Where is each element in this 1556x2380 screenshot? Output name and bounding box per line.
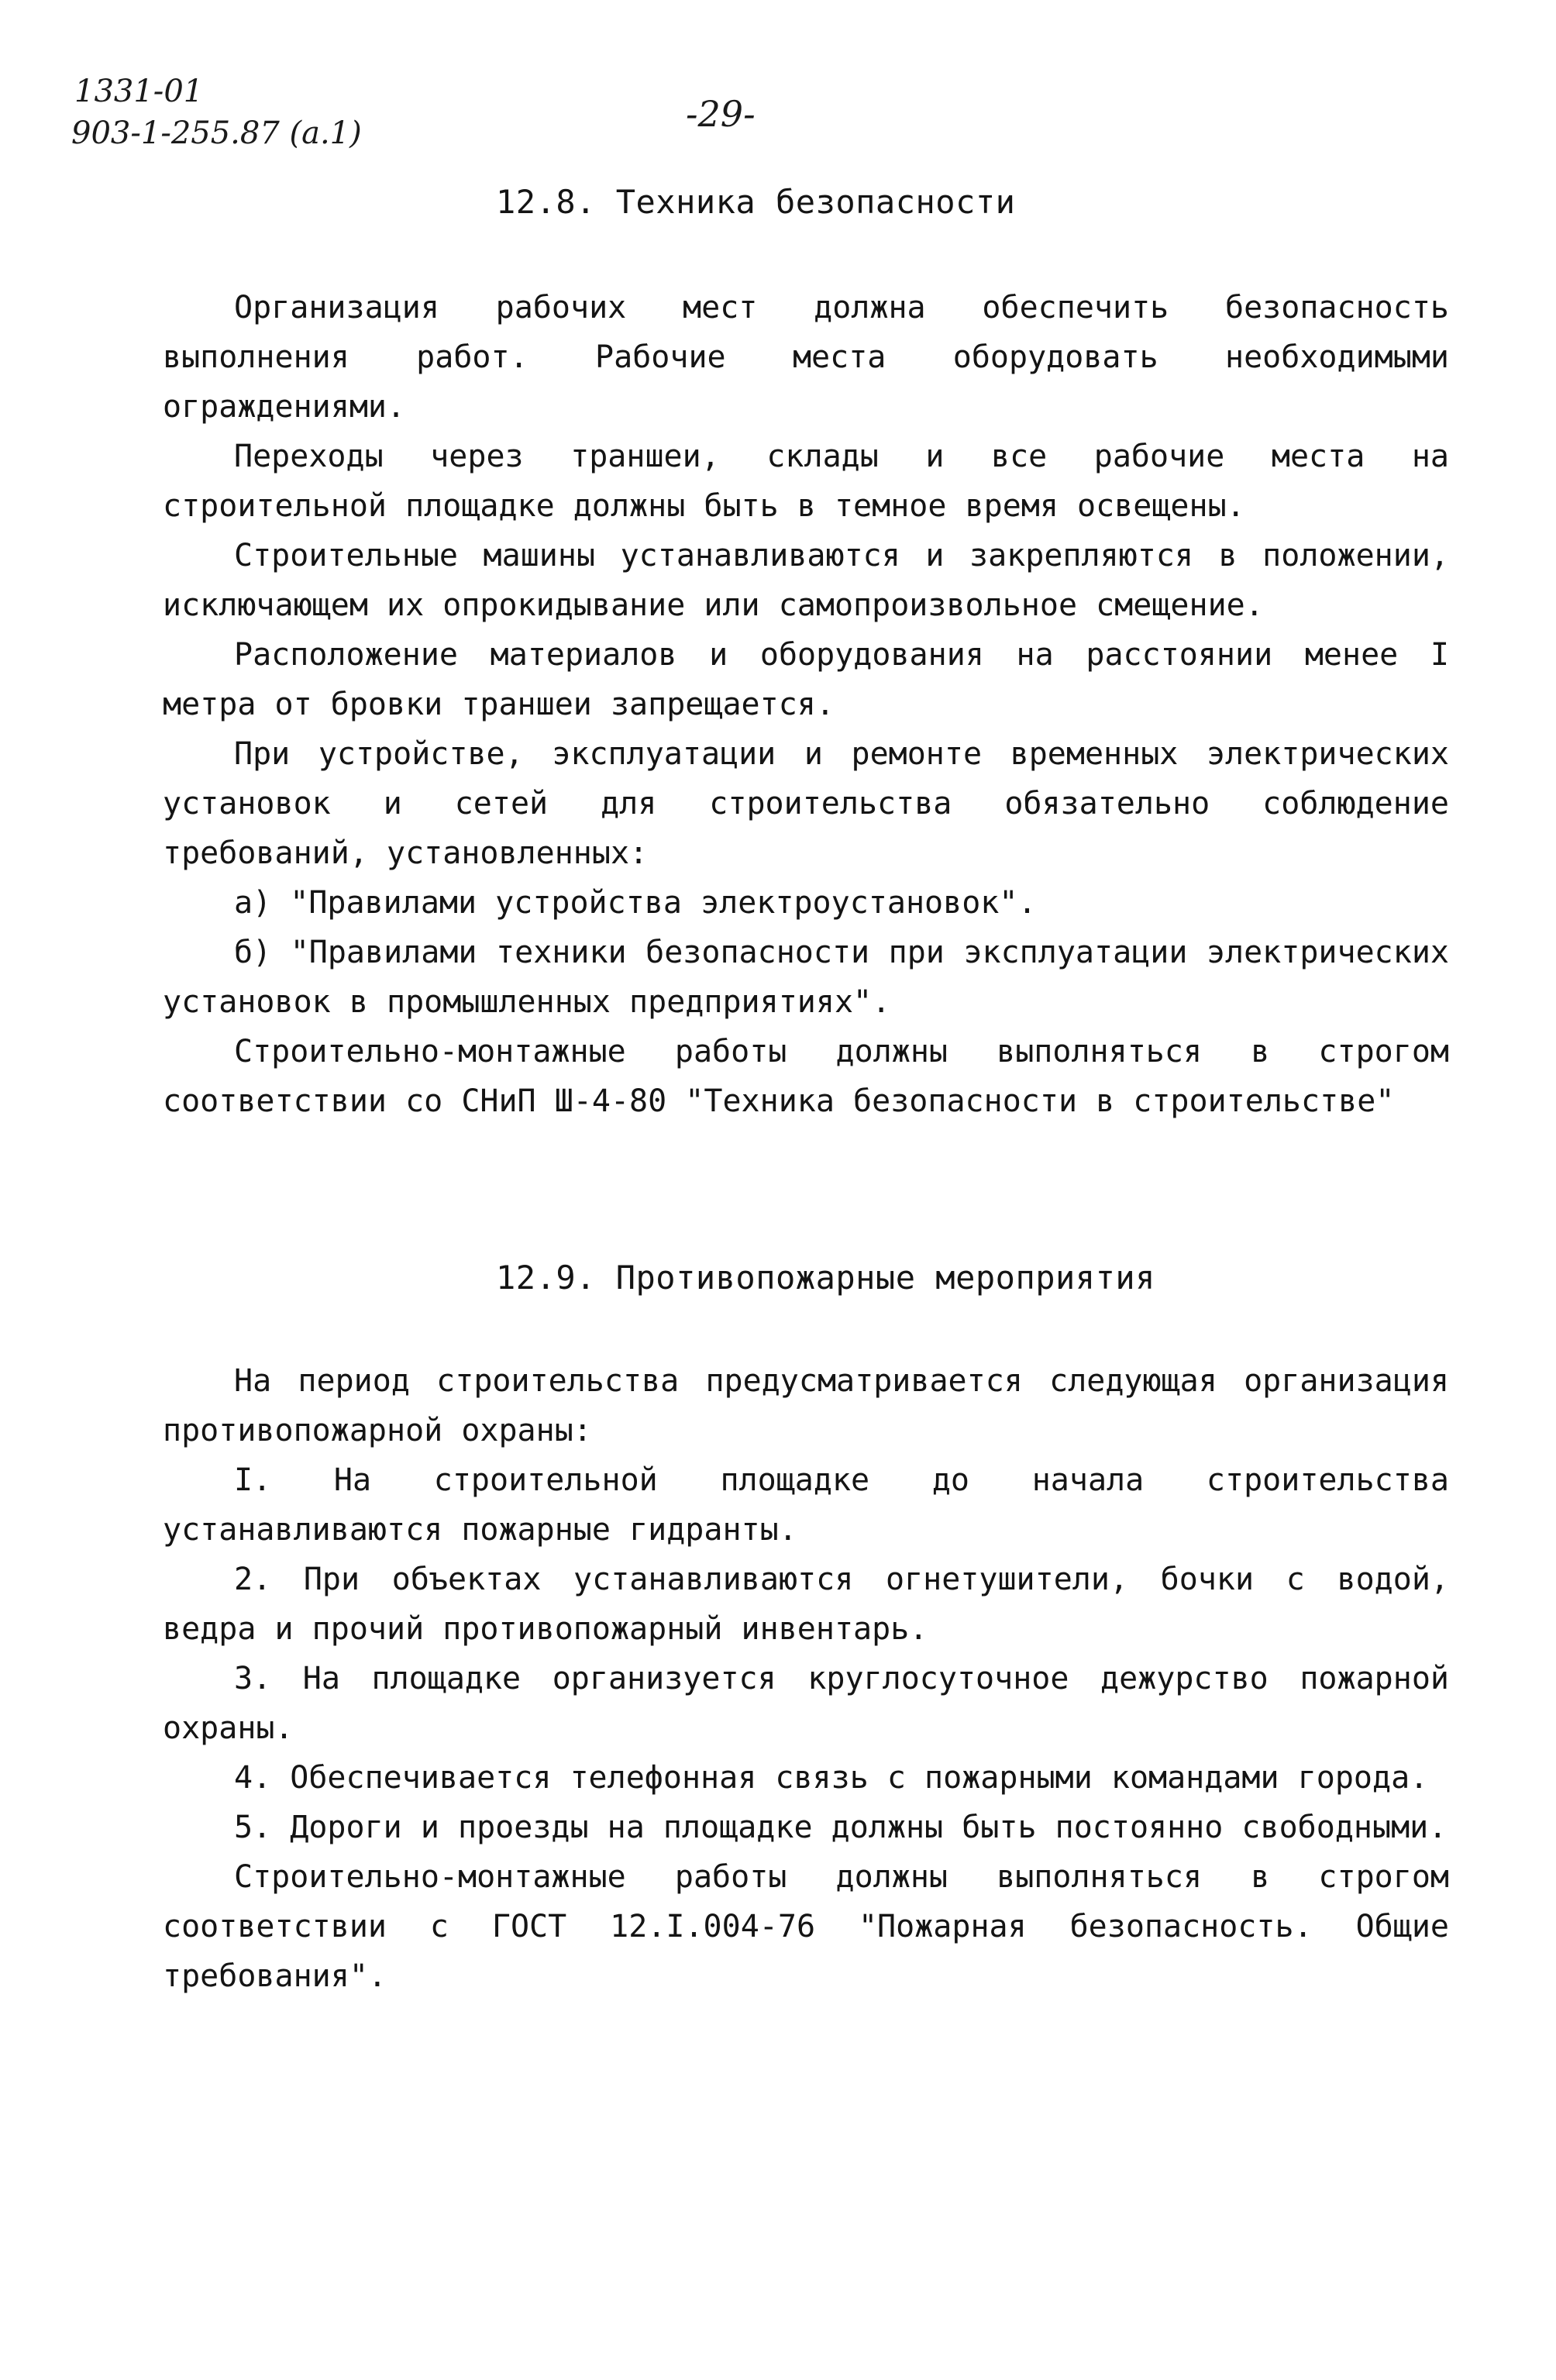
section-heading-safety: 12.8. Техника безопасности — [496, 183, 1016, 221]
list-item: б) "Правилами техники безопасности при эксплуатации электрических установок в промышленных предприятиях". — [163, 935, 1449, 1020]
paragraph: Строительно-монтажные работы должны выполняться в строгом соответствии с ГОСТ 12.I.004-76 "Пожарная безопасность. Общие требования". — [163, 1859, 1449, 1994]
paragraph: Расположение материалов и оборудования на расстоянии менее I метра от бровки траншеи запрещается. — [163, 637, 1449, 722]
list-item: 2. При объектах устанавливаются огнетушители, бочки с водой, ведра и прочий противопожарный инвентарь. — [163, 1562, 1449, 1647]
handwritten-doc-code: 1331-01 — [74, 74, 204, 109]
list-item: а) "Правилами устройства электроустановок". — [234, 885, 1037, 921]
list-item: 3. На площадке организуется круглосуточное дежурство пожарной охраны. — [163, 1661, 1449, 1746]
section-body-safety — [163, 283, 1449, 1126]
paragraph: При устройстве, эксплуатации и ремонте временных электрических установок и сетей для строительства обязательно соблюдение требований, установленных: — [163, 736, 1449, 871]
section-body-fire-safety — [163, 1356, 1449, 2001]
paragraph: Организация рабочих мест должна обеспечить безопасность выполнения работ. Рабочие места оборудовать необходимыми ограждениями. — [163, 290, 1449, 425]
paragraph: На период строительства предусматривается следующая организация противопожарной охраны: — [163, 1363, 1449, 1448]
handwritten-doc-reference: 903-1-255.87 (а.1) — [71, 115, 362, 151]
paragraph: Строительные машины устанавливаются и закрепляются в положении, исключающем их опрокидывание или самопроизвольное смещение. — [163, 538, 1449, 623]
paragraph: Переходы через траншеи, склады и все рабочие места на строительной площадке должны быть в темное время освещены. — [163, 439, 1449, 524]
list-item: 4. Обеспечивается телефонная связь с пожарными командами города. — [234, 1760, 1429, 1796]
list-item: I. На строительной площадке до начала строительства устанавливаются пожарные гидранты. — [163, 1462, 1449, 1548]
list-item: 5. Дороги и проезды на площадке должны быть постоянно свободными. — [234, 1810, 1448, 1845]
paragraph: Строительно-монтажные работы должны выполняться в строгом соответствии со СНиП Ш-4-80 "Техника безопасности в строительстве" — [163, 1034, 1449, 1119]
section-heading-fire-safety: 12.9. Противопожарные мероприятия — [496, 1259, 1155, 1297]
page-number: -29- — [686, 93, 756, 135]
